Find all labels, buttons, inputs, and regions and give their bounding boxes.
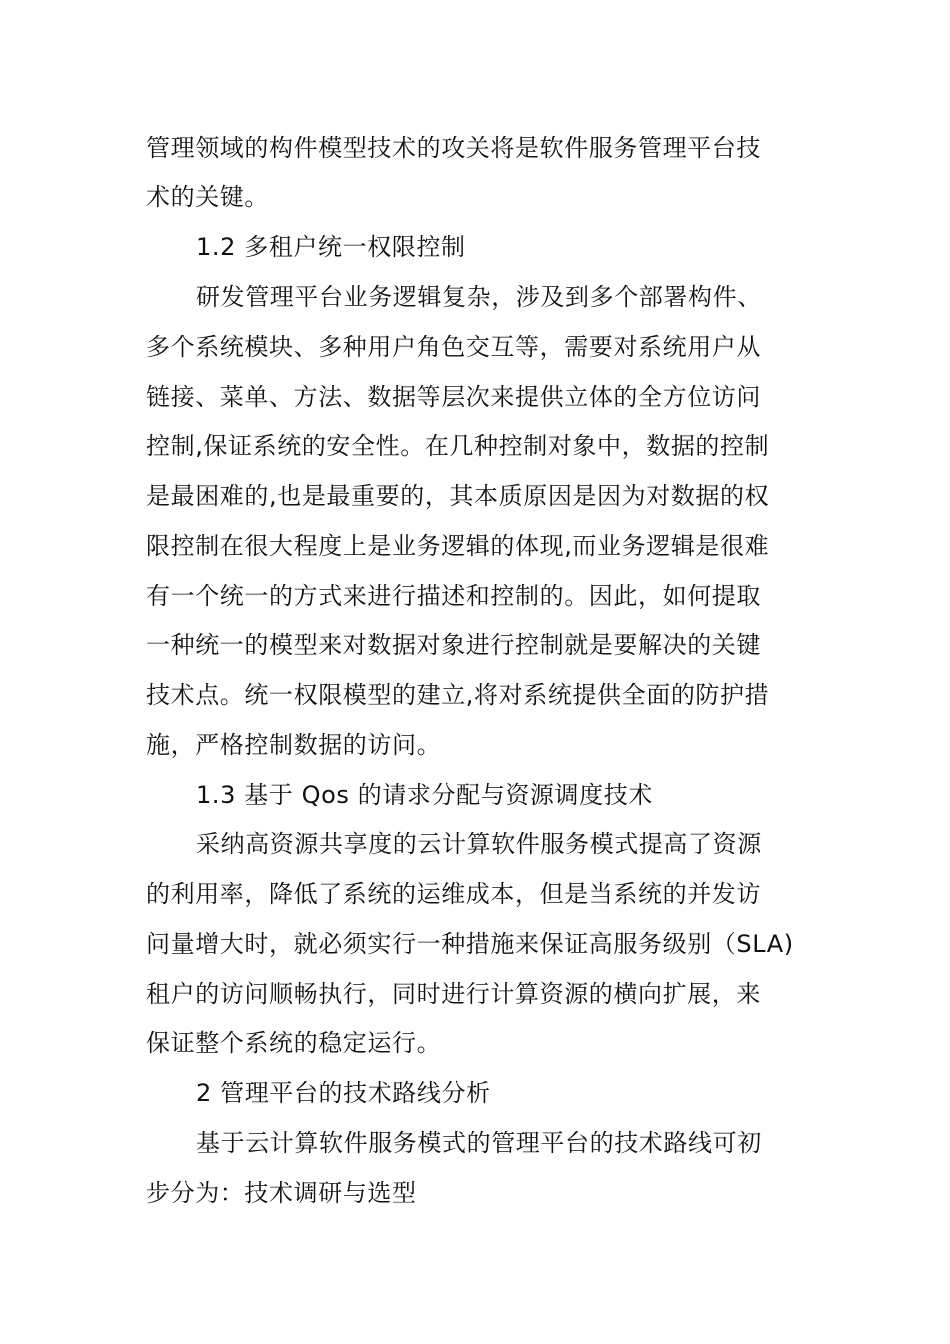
text-line-21: 基于云计算软件服务模式的管理平台的技术路线可初 — [196, 1129, 762, 1157]
text-line-12: 技术点。统一权限模型的建立,将对系统提供全面的防护措 — [146, 681, 770, 709]
text-line-18: 租户的访问顺畅执行，同时进行计算资源的横向扩展，来 — [146, 980, 761, 1008]
text-line-1: 管理领域的构件模型技术的攻关将是软件服务管理平台技 — [146, 134, 761, 162]
text-line-4: 研发管理平台业务逻辑复杂，涉及到多个部署构件、 — [196, 283, 762, 311]
text-line-8: 是最困难的,也是最重要的，其本质原因是因为对数据的权 — [146, 482, 770, 510]
text-line-19: 保证整个系统的稳定运行。 — [146, 1029, 442, 1057]
section-heading-2: 2 管理平台的技术路线分析 — [196, 1079, 491, 1107]
text-line-2: 术的关键。 — [146, 183, 269, 211]
text-line-5: 多个系统模块、多种用户角色交互等，需要对系统用户从 — [146, 333, 761, 361]
text-line-15: 采纳高资源共享度的云计算软件服务模式提高了资源 — [196, 830, 762, 858]
text-line-7: 控制,保证系统的安全性。在几种控制对象中，数据的控制 — [146, 432, 770, 460]
text-line-6: 链接、菜单、方法、数据等层次来提供立体的全方位访问 — [146, 383, 761, 411]
text-line-17: 问量增大时，就必须实行一种措施来保证高服务级别（SLA) — [146, 930, 794, 958]
text-line-10: 有一个统一的方式来进行描述和控制的。因此，如何提取 — [146, 582, 761, 610]
text-line-13: 施，严格控制数据的访问。 — [146, 731, 442, 759]
section-heading-1-3: 1.3 基于 Qos 的请求分配与资源调度技术 — [196, 781, 653, 809]
text-line-11: 一种统一的模型来对数据对象进行控制就是要解决的关键 — [146, 631, 761, 659]
section-heading-1-2: 1.2 多租户统一权限控制 — [196, 233, 466, 261]
text-line-16: 的利用率，降低了系统的运维成本，但是当系统的并发访 — [146, 880, 761, 908]
text-line-22: 步分为：技术调研与选型 — [146, 1179, 417, 1207]
text-line-9: 限控制在很大程度上是业务逻辑的体现,而业务逻辑是很难 — [146, 532, 770, 560]
